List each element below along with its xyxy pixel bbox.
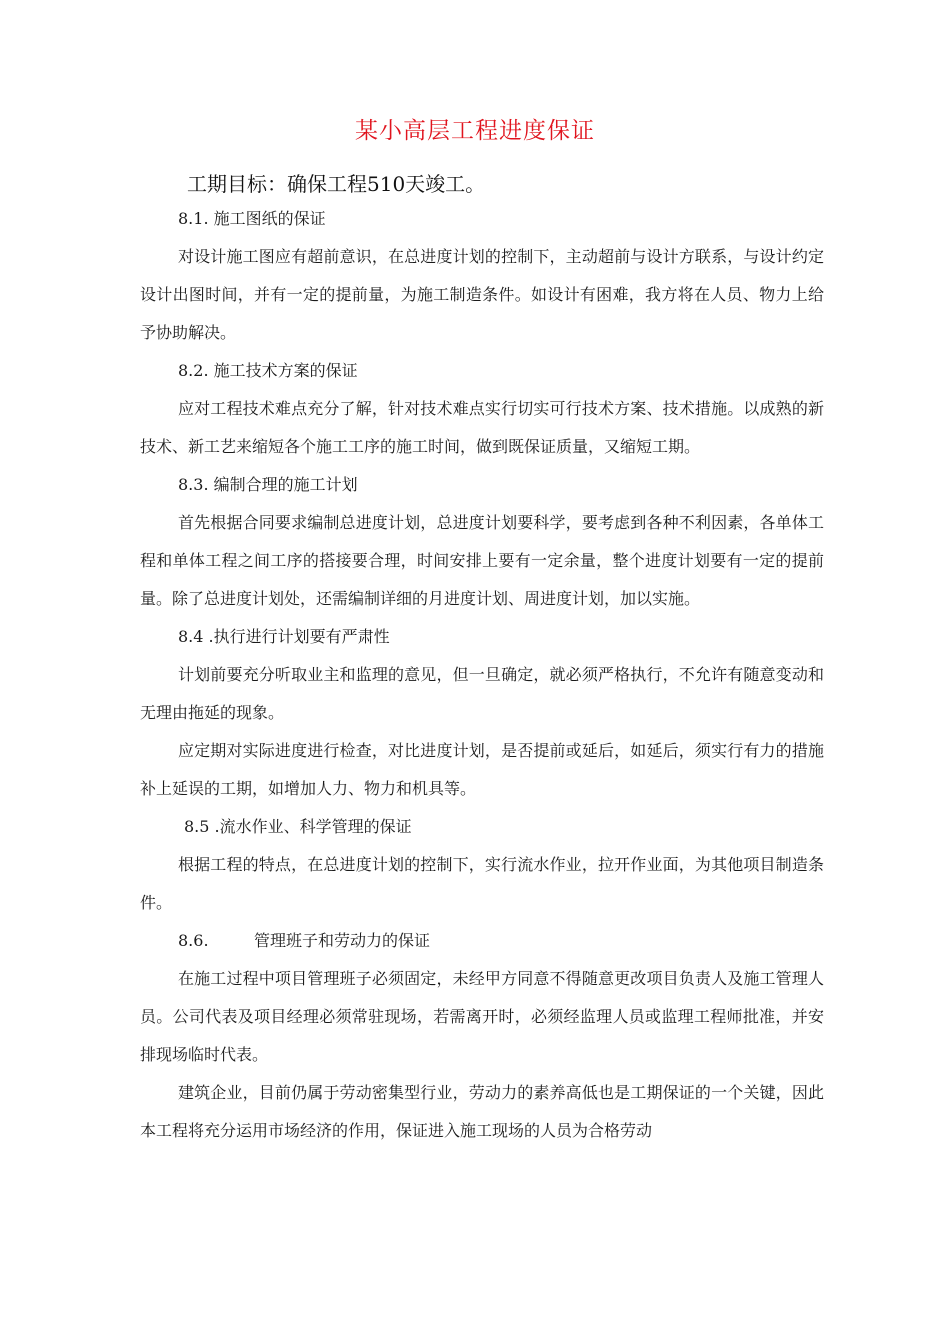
- section-number: 8.4 .: [178, 627, 214, 646]
- section-heading: [140, 466, 824, 504]
- section-heading: [140, 200, 824, 238]
- section-heading: [140, 808, 824, 846]
- section-number: 8.2.: [178, 361, 209, 380]
- document-title: 某小高层工程进度保证: [355, 118, 595, 144]
- section-heading: [140, 352, 824, 390]
- section-title: 执行进行计划要有严肃性: [213, 627, 390, 646]
- section-number: 8.6.: [178, 931, 209, 950]
- paragraph: 在施工过程中项目管理班子必须固定，未经甲方同意不得随意更改项目负责人及施工管理人员。公司代表及项目经理必须常驻现场，若需离开时，必须经监理人员或监理工程师批准，并安排现场临时代表。: [140, 969, 824, 1064]
- section-title: 施工技术方案的保证: [213, 361, 358, 380]
- section-title: 流水作业、科学管理的保证: [219, 817, 412, 836]
- paragraph: 计划前要充分听取业主和监理的意见，但一旦确定，就必须严格执行，不允许有随意变动和无理由拖延的现象。: [140, 665, 824, 722]
- section-heading: [140, 922, 824, 960]
- schedule-goal: 工期目标：确保工程510天竣工。: [187, 172, 486, 196]
- section-number: 8.5 .: [184, 817, 220, 836]
- section-heading: [140, 618, 824, 656]
- section-number: 8.1.: [178, 209, 209, 228]
- paragraph: 应定期对实际进度进行检查，对比进度计划，是否提前或延后，如延后，须实行有力的措施补上延误的工期，如增加人力、物力和机具等。: [140, 741, 824, 798]
- paragraph: 根据工程的特点，在总进度计划的控制下，实行流水作业，拉开作业面，为其他项目制造条件。: [140, 855, 824, 912]
- section-title: 施工图纸的保证: [213, 209, 326, 228]
- paragraph: 首先根据合同要求编制总进度计划，总进度计划要科学，要考虑到各种不利因素，各单体工程和单体工程之间工序的搭接要合理，时间安排上要有一定余量，整个进度计划要有一定的提前量。除了总进度计划处，还需编制详细的月进度计划、周进度计划，加以实施。: [140, 513, 824, 608]
- section-title: 管理班子和劳动力的保证: [254, 931, 431, 950]
- section-number: 8.3.: [178, 475, 209, 494]
- document-body: [140, 200, 824, 1150]
- section-title: 编制合理的施工计划: [213, 475, 358, 494]
- paragraph: 建筑企业，目前仍属于劳动密集型行业，劳动力的素养高低也是工期保证的一个关键，因此本工程将充分运用市场经济的作用，保证进入施工现场的人员为合格劳动: [140, 1083, 824, 1140]
- paragraph: 对设计施工图应有超前意识，在总进度计划的控制下，主动超前与设计方联系，与设计约定设计出图时间，并有一定的提前量，为施工制造条件。如设计有困难，我方将在人员、物力上给予协助解决。: [140, 247, 824, 342]
- paragraph: 应对工程技术难点充分了解，针对技术难点实行切实可行技术方案、技术措施。以成熟的新技术、新工艺来缩短各个施工工序的施工时间，做到既保证质量，又缩短工期。: [140, 399, 824, 456]
